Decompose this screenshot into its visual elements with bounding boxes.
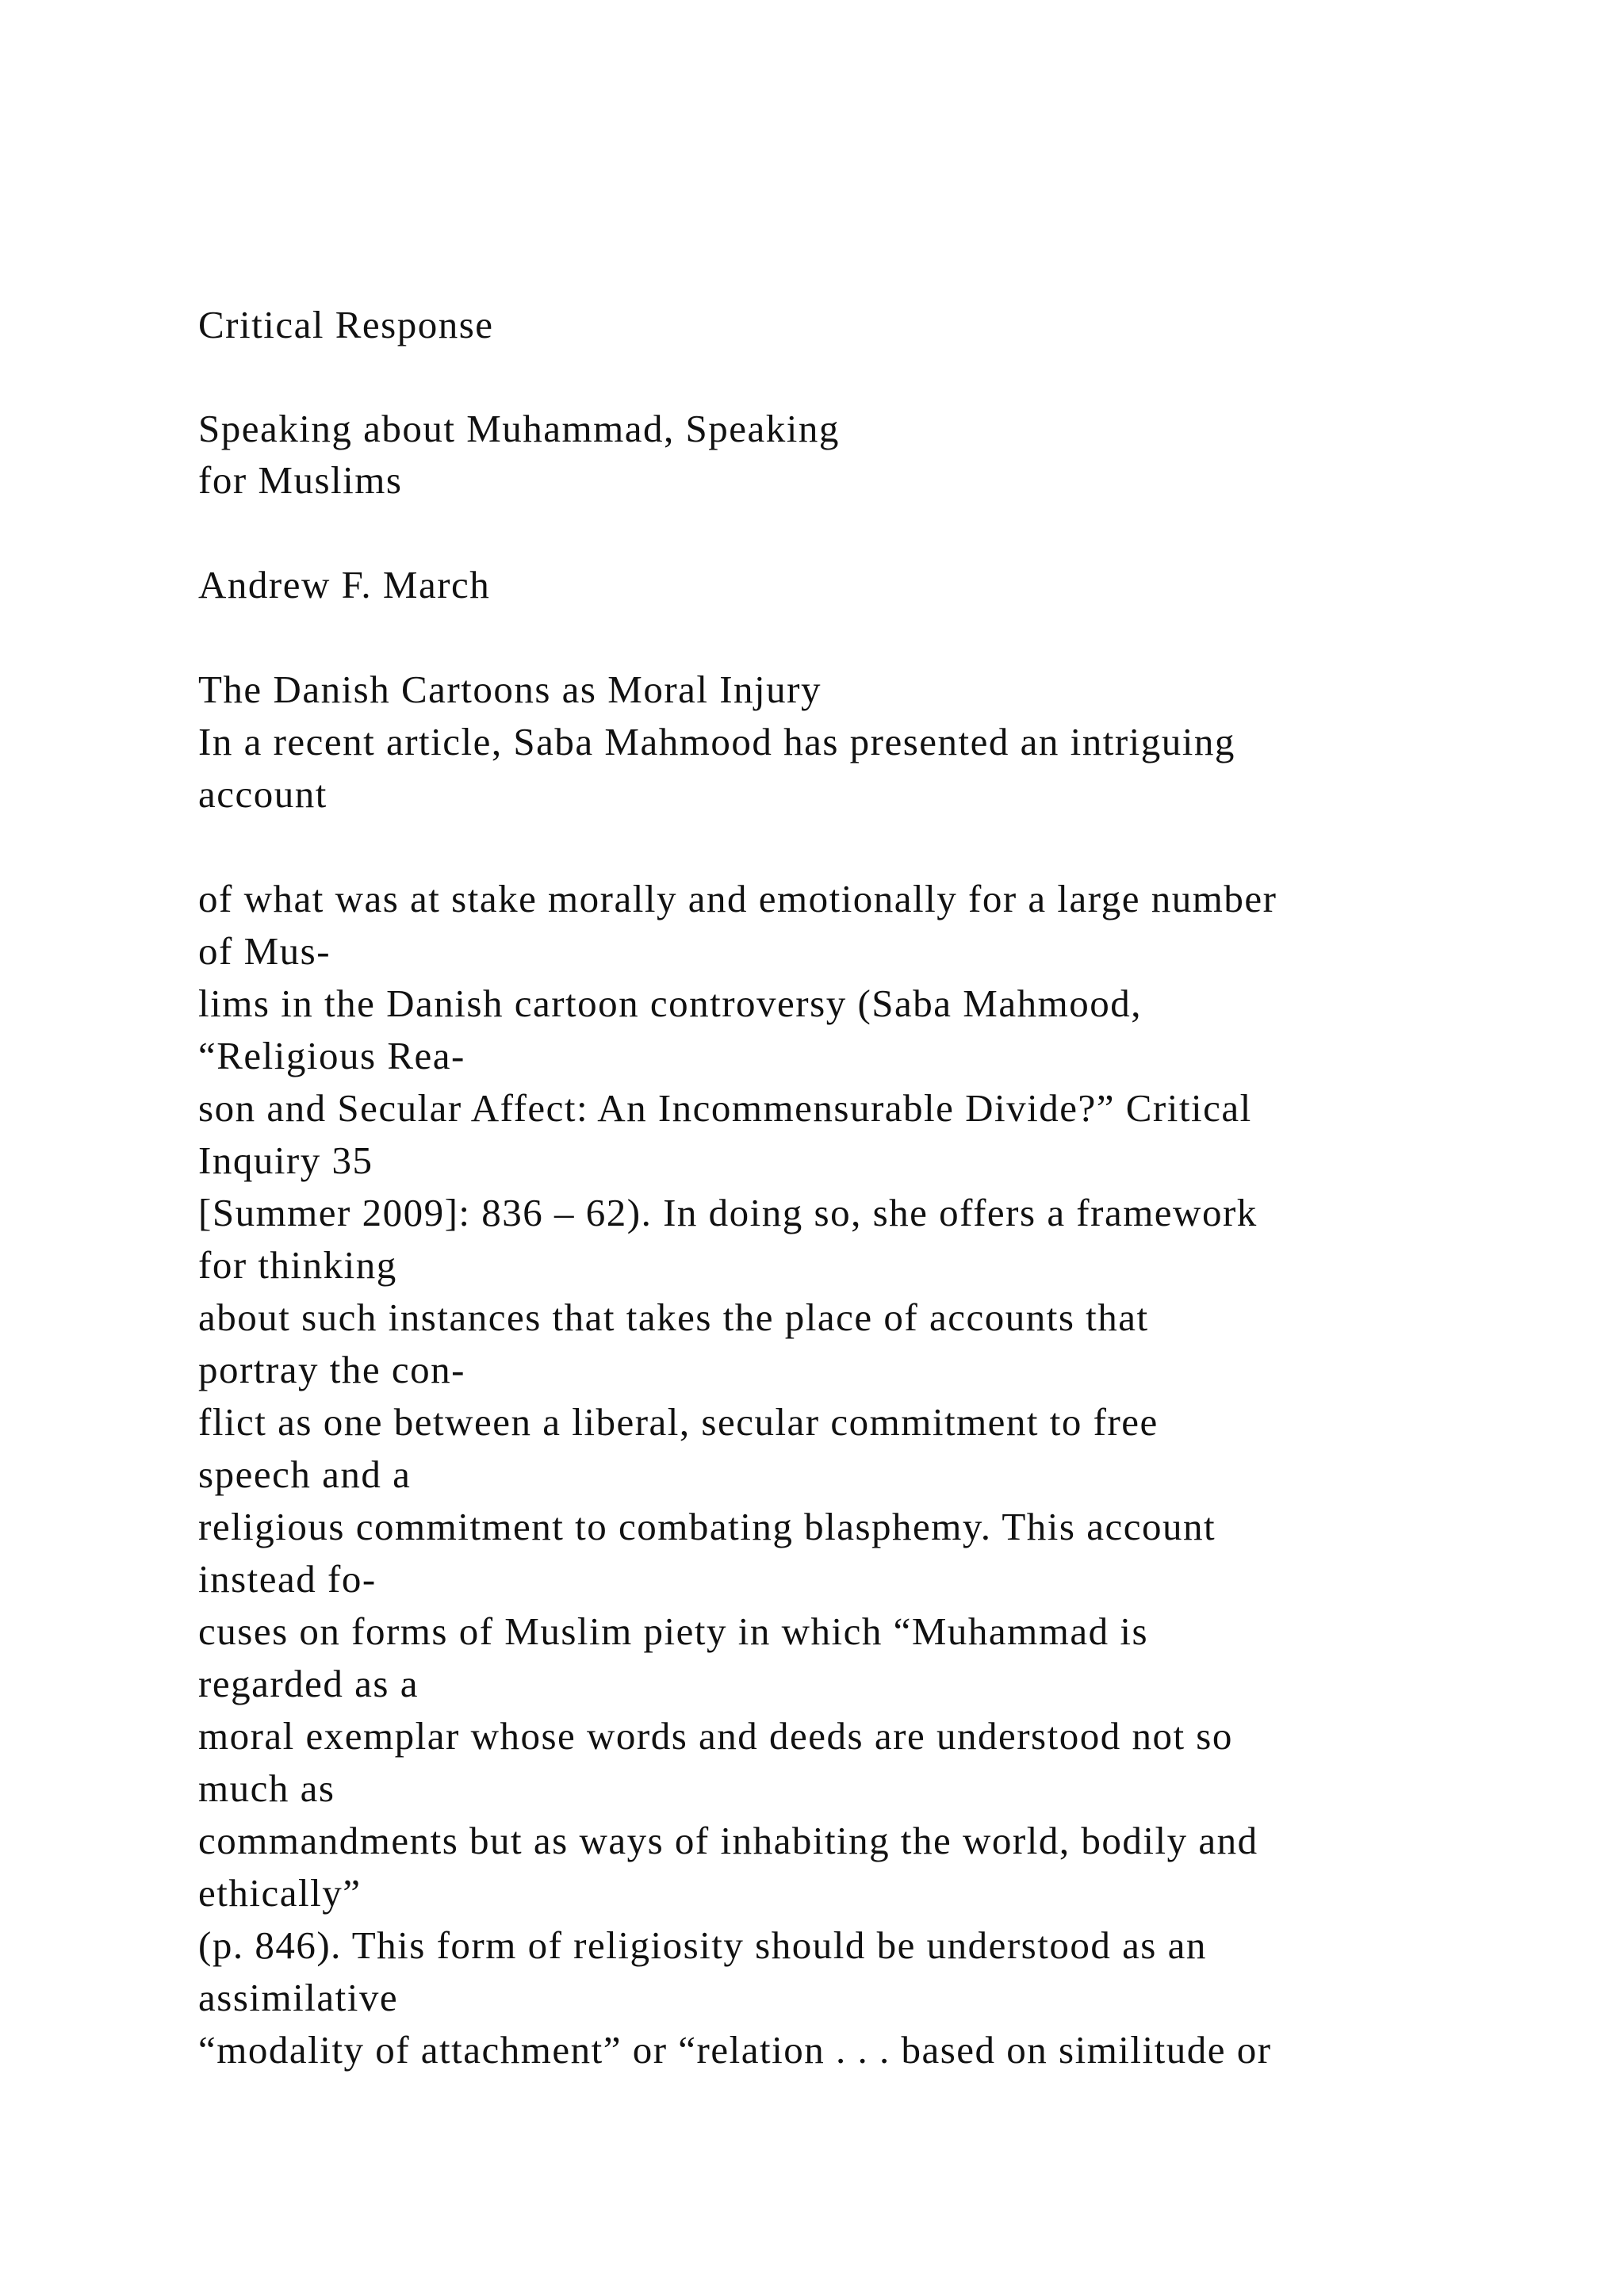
section-heading: The Danish Cartoons as Moral Injury [198,668,822,711]
paragraph-2-line-21: (p. 846). This form of religiosity should be understood as an [198,1923,1207,1967]
paragraph-2-line-7: [Summer 2009]: 836 – 62). In doing so, she offers a framework [198,1191,1258,1234]
paragraph-2-line-4: “Religious Rea- [198,1034,465,1077]
author-name: Andrew F. March [198,563,491,607]
paragraph-2-line-9: about such instances that takes the place of accounts that [198,1295,1149,1339]
paragraph-2-line-22: assimilative [198,1976,399,2019]
paragraph-2-line-18: much as [198,1766,335,1810]
paragraph-2-line-2: of Mus- [198,929,331,973]
paragraph-2-line-13: religious commitment to combating blasphemy. This account [198,1505,1216,1548]
paragraph-2-line-11: flict as one between a liberal, secular commitment to free [198,1400,1159,1444]
paragraph-2-line-3: lims in the Danish cartoon controversy (Saba Mahmood, [198,982,1142,1025]
article-title-line-2: for Muslims [198,458,403,502]
paragraph-2-line-5: son and Secular Affect: An Incommensurable Divide?” Critical [198,1086,1252,1130]
document-header: Critical Response [198,303,494,346]
paragraph-2-line-12: speech and a [198,1452,412,1496]
paragraph-2-line-20: ethically” [198,1871,362,1915]
paragraph-2-line-16: regarded as a [198,1662,419,1705]
paragraph-2-line-8: for thinking [198,1243,397,1287]
paragraph-1-line-2: account [198,772,327,816]
paragraph-2-line-10: portray the con- [198,1348,465,1391]
paragraph-2-line-15: cuses on forms of Muslim piety in which “Muhammad is [198,1609,1149,1653]
paragraph-2-line-17: moral exemplar whose words and deeds are understood not so [198,1714,1233,1758]
paragraph-2-line-19: commandments but as ways of inhabiting the world, bodily and [198,1819,1258,1862]
paragraph-1-line-1: In a recent article, Saba Mahmood has presented an intriguing [198,720,1235,763]
paragraph-2-line-6: Inquiry 35 [198,1138,373,1182]
paragraph-2-line-1: of what was at stake morally and emotionally for a large number [198,877,1277,920]
paragraph-2-line-23: “modality of attachment” or “relation . . . based on similitude or [198,2028,1272,2072]
paragraph-2-line-14: instead fo- [198,1557,377,1601]
article-title-line-1: Speaking about Muhammad, Speaking [198,407,840,450]
